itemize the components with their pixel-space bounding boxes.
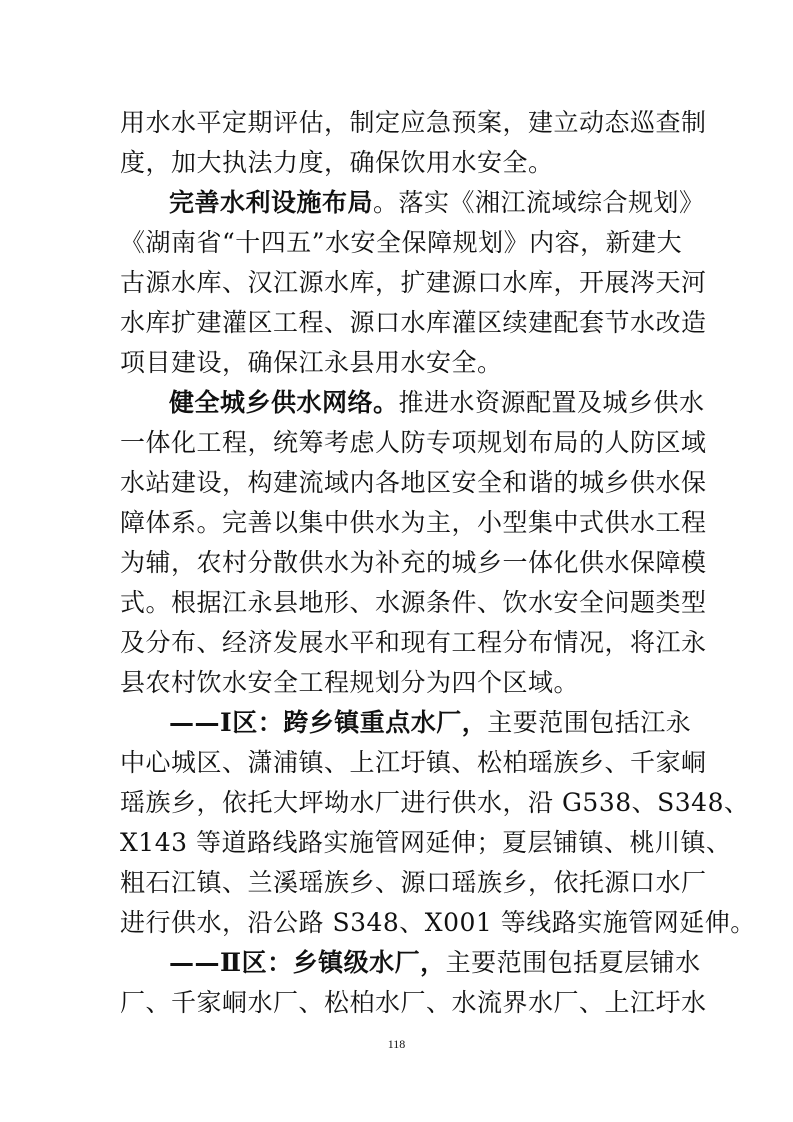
text-run: 主要范围包括夏层铺水: [445, 948, 701, 977]
text-line: [120, 303, 707, 343]
text-run: 水站建设，构建流域内各地区安全和谐的城乡供水保: [120, 468, 707, 497]
text-run: 瑶族乡，依托大坪坳水厂进行供水，沿 G538、S348、: [120, 788, 750, 817]
text-run: 障体系。完善以集中供水为主，小型集中式供水工程: [120, 508, 707, 537]
text-run: 县农村饮水安全工程规划分为四个区域。: [120, 668, 580, 697]
text-line: [120, 343, 672, 383]
text-line: [120, 823, 732, 863]
text-line: [120, 743, 707, 783]
text-run: X143 等道路线路实施管网延伸；夏层铺镇、桃川镇、: [120, 828, 732, 857]
paragraph-heading: ——Ⅰ区：跨乡镇重点水厂，: [169, 708, 488, 737]
text-run: 及分布、经济发展水平和现有工程分布情况，将江永: [120, 628, 707, 657]
text-line: [120, 423, 707, 463]
text-line: [120, 783, 750, 823]
text-line: [120, 623, 707, 663]
text-run: 中心城区、潇浦镇、上江圩镇、松柏瑶族乡、千家峒: [120, 748, 707, 777]
text-line: [120, 143, 672, 183]
text-run: 为辅，农村分散供水为补充的城乡一体化供水保障模: [120, 548, 707, 577]
text-line: [120, 223, 683, 263]
paragraph-heading: ——Ⅱ区：乡镇级水厂，: [169, 948, 446, 977]
text-run: 水库扩建灌区工程、源口水库灌区续建配套节水改造: [120, 308, 707, 337]
text-line: [169, 943, 701, 983]
text-run: 主要范围包括江永: [487, 708, 692, 737]
text-run: 项目建设，确保江永县用水安全。: [120, 348, 503, 377]
text-line: [169, 183, 705, 223]
text-line: [120, 863, 707, 903]
text-run: 粗石江镇、兰溪瑶族乡、源口瑶族乡，依托源口水厂: [120, 868, 707, 897]
text-run: 式。根据江永县地形、水源条件、饮水安全问题类型: [120, 588, 707, 617]
page-number: 118: [387, 1037, 406, 1051]
text-line: [120, 463, 707, 503]
text-run: 厂、千家峒水厂、松柏水厂、水流界水厂、上江圩水: [120, 988, 707, 1017]
text-line: [120, 583, 707, 623]
text-line: [120, 503, 707, 543]
text-run: 推进水资源配置及城乡供水: [398, 388, 705, 417]
text-run: 进行供水，沿公路 S348、X001 等线路实施管网延伸。: [120, 908, 756, 937]
text-line: [120, 103, 707, 143]
paragraph-heading: 完善水利设施布局: [169, 188, 374, 217]
text-line: [120, 663, 672, 703]
text-run: 《湖南省“十四五”水安全保障规划》内容，新建大: [120, 228, 683, 257]
text-line: [120, 263, 707, 303]
text-run: 古源水库、汉江源水库，扩建源口水库，开展涔天河: [120, 268, 707, 297]
text-run: 用水水平定期评估，制定应急预案，建立动态巡查制: [120, 108, 707, 137]
text-run: 。落实《湘江流域综合规划》: [373, 188, 705, 217]
paragraph-heading: 健全城乡供水网络。: [169, 388, 399, 417]
text-line: [120, 903, 756, 943]
text-run: 一体化工程，统筹考虑人防专项规划布局的人防区域: [120, 428, 707, 457]
text-run: 度，加大执法力度，确保饮用水安全。: [120, 148, 554, 177]
text-line: [120, 543, 707, 583]
text-line: [169, 383, 705, 423]
text-line: [169, 703, 692, 743]
text-line: [120, 983, 707, 1023]
